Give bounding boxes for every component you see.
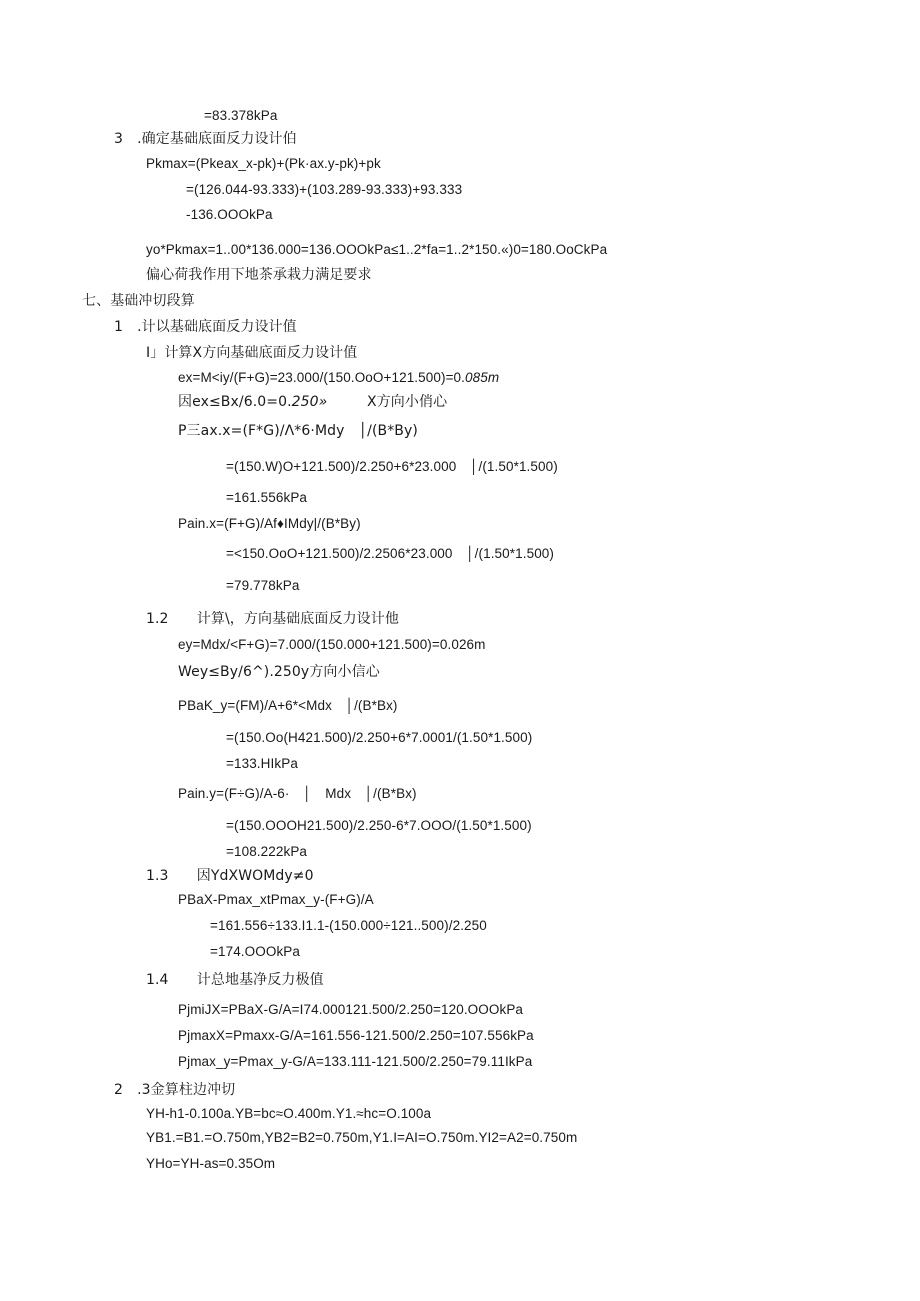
formula-part: X方向小俏心 <box>367 394 448 410</box>
formula-line <box>178 394 448 410</box>
formula-line: yo*Pkmax=1..00*136.000=136.OOOkPa≤1..2*fa=1..2*150.«)0=180.OoCkPa <box>146 242 608 257</box>
section-heading: 2 .3金算柱边冲切 <box>114 1082 236 1098</box>
formula-line: P三ax.x=(F*G)/Λ*6·Mdy │/(B*By) <box>178 423 418 439</box>
formula-line: Pkmax=(Pkeax_x-pk)+(Pk·ax.y-pk)+pk <box>146 156 381 171</box>
formula-line: =(150.Oo(H421.500)/2.250+6*7.0001/(1.50*1.500) <box>226 730 533 745</box>
formula-line: YB1.=B1.=O.750m,YB2=B2=0.750m,Y1.I=AI=O.750m.YI2=A2=0.750m <box>146 1130 578 1145</box>
formula-part: 250» <box>291 394 328 410</box>
subsection-heading: 1.4 计总地基净反力极值 <box>146 972 324 988</box>
formula-line: YHo=YH-as=0.35Om <box>146 1156 276 1171</box>
formula-line: Pain.y=(F÷G)/A-6· │ Mdx │/(B*Bx) <box>178 786 417 801</box>
chapter-heading: 七、基础冲切段算 <box>82 293 195 309</box>
formula-line: =<150.OoO+121.500)/2.2506*23.000 │/(1.50*1.500) <box>226 546 555 561</box>
formula-line: YH-h1-0.100a.YB=bc≈O.400m.Y1.≈hc=O.100a <box>146 1106 432 1121</box>
subsection-heading: 1.2 计算\，方向基础底面反力设计他 <box>146 611 399 627</box>
formula-part: 因ex≤Bx/6.0=0. <box>178 394 292 410</box>
formula-line: Pain.x=(F+G)/Af♦IMdy|/(B*By) <box>178 516 361 531</box>
text-line: =83.378kPa <box>204 108 278 123</box>
formula-line: =(150.W)O+121.500)/2.250+6*23.000 │/(1.50*1.500) <box>226 459 558 474</box>
formula-line: =174.OOOkPa <box>210 944 301 959</box>
conclusion-text: 偏心荷我作用下地茶承栽力满足要求 <box>146 267 372 283</box>
formula-line: PjmiJX=PBaX-G/A=I74.000121.500/2.250=120.OOOkPa <box>178 1002 524 1017</box>
formula-line: Wey≤By/6^).250y方向小信心 <box>178 664 380 680</box>
formula-line: =79.778kPa <box>226 578 300 593</box>
formula-line: PBaX-Pmax_xtPmax_y-(F+G)/A <box>178 892 374 907</box>
subsection-heading: I」计算X方向基础底面反力设计值 <box>146 345 358 361</box>
formula-line: Pjmax_y=Pmax_y-G/A=133.111-121.500/2.250=79.11IkPa <box>178 1054 533 1069</box>
formula-line: =108.222kPa <box>226 844 308 859</box>
subsection-heading: 1.3 因YdXWOMdy≠0 <box>146 868 314 884</box>
formula-line: =(126.044-93.333)+(103.289-93.333)+93.333 <box>186 182 463 197</box>
formula-line: PjmaxX=Pmaxx-G/A=161.556-121.500/2.250=107.556kPa <box>178 1028 534 1043</box>
formula-line: =161.556÷133.I1.1-(150.000÷121..500)/2.250 <box>210 918 487 933</box>
formula-line <box>178 370 499 386</box>
formula-line: =133.HIkPa <box>226 756 298 771</box>
formula-part: 085m <box>465 370 500 385</box>
section-heading: 3 .确定基础底面反力设计伯 <box>114 131 297 147</box>
formula-line: =(150.OOOH21.500)/2.250-6*7.OOO/(1.50*1.500) <box>226 818 532 833</box>
formula-part: ex=M<iy/(F+G)=23.000/(150.OoO+121.500)=0. <box>178 370 466 385</box>
formula-line: -136.OOOkPa <box>186 207 273 222</box>
section-heading: 1 .计以基础底面反力设计值 <box>114 319 297 335</box>
formula-line: ey=Mdx/<F+G)=7.000/(150.000+121.500)=0.026m <box>178 637 486 652</box>
formula-line: PBaK_y=(FM)/A+6*<Mdx │/(B*Bx) <box>178 698 398 713</box>
formula-line: =161.556kPa <box>226 490 308 505</box>
